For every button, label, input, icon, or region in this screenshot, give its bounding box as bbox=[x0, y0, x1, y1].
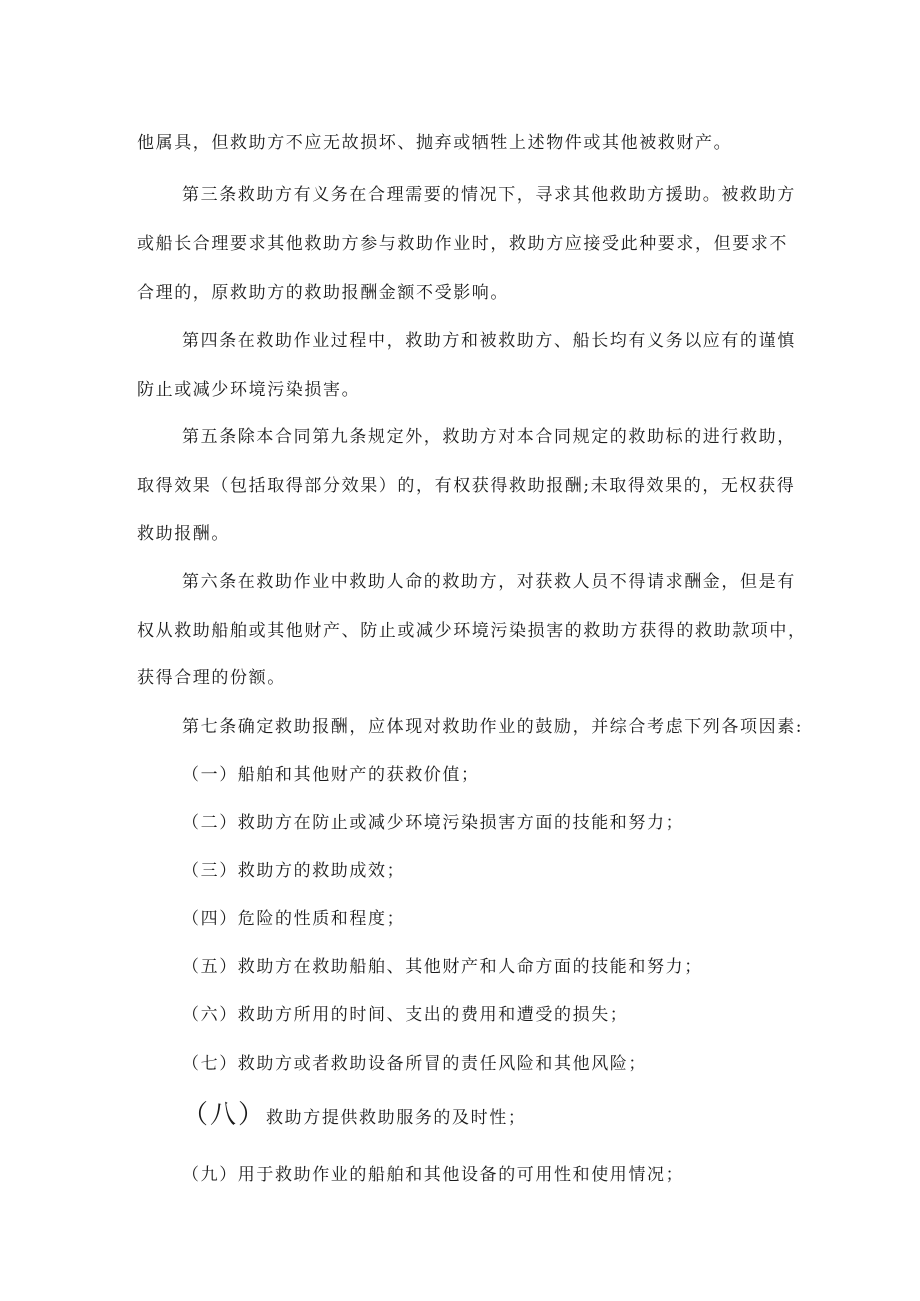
paragraph-line: 第七条确定救助报酬，应体现对救助作业的鼓励，并综合考虑下列各项因素: bbox=[182, 717, 804, 737]
paragraph-line: 获得合理的份额。 bbox=[137, 668, 286, 688]
paragraph-line: 防止或减少环境污染损害。 bbox=[137, 380, 361, 400]
list-item: （六）救助方所用的时间、支出的费用和遭受的损失； bbox=[182, 1005, 629, 1025]
list-item-marker: （八） bbox=[182, 1100, 267, 1130]
list-item: （九）用于救助作业的船舶和其他设备的可用性和使用情况； bbox=[182, 1165, 685, 1185]
paragraph-line: 权从救助船舶或其他财产、防止或减少环境污染损害的救助方获得的救助款项中， bbox=[137, 621, 807, 641]
list-item: （四）危险的性质和程度； bbox=[182, 909, 406, 929]
paragraph-line: 第三条救助方有义务在合理需要的情况下，寻求其他救助方援助。被救助方 bbox=[182, 185, 796, 205]
paragraph-line: 合理的，原救助方的救助报酬金额不受影响。 bbox=[137, 283, 509, 303]
list-item: （三）救助方的救助成效； bbox=[182, 861, 406, 881]
paragraph-line: 第五条除本合同第九条规定外，救助方对本合同规定的救助标的进行救助， bbox=[182, 427, 796, 447]
list-item bbox=[182, 1100, 527, 1130]
list-item-text: 救助方提供救助服务的及时性； bbox=[266, 1108, 527, 1128]
paragraph-line: 第六条在救助作业中救助人命的救助方，对获救人员不得请求酬金，但是有 bbox=[182, 572, 796, 592]
paragraph-line: 或船长合理要求其他救助方参与救助作业时，救助方应接受此种要求，但要求不 bbox=[137, 234, 788, 254]
list-item: （七）救助方或者救助设备所冒的责任风险和其他风险； bbox=[182, 1054, 647, 1074]
paragraph-line: 第四条在救助作业过程中，救助方和被救助方、船长均有义务以应有的谨慎 bbox=[182, 331, 796, 351]
paragraph-line: 救助报酬。 bbox=[137, 524, 230, 544]
paragraph-line: 他属具，但救助方不应无故损坏、抛弃或牺牲上述物件或其他被救财产。 bbox=[137, 133, 733, 153]
list-item: （二）救助方在防止或减少环境污染损害方面的技能和努力； bbox=[182, 813, 685, 833]
list-item: （五）救助方在救助船舶、其他财产和人命方面的技能和努力； bbox=[182, 957, 703, 977]
paragraph-line: 取得效果（包括取得部分效果）的，有权获得救助报酬;未取得效果的，无权获得 bbox=[137, 476, 796, 496]
list-item: （一）船舶和其他财产的获救价值； bbox=[182, 765, 480, 785]
